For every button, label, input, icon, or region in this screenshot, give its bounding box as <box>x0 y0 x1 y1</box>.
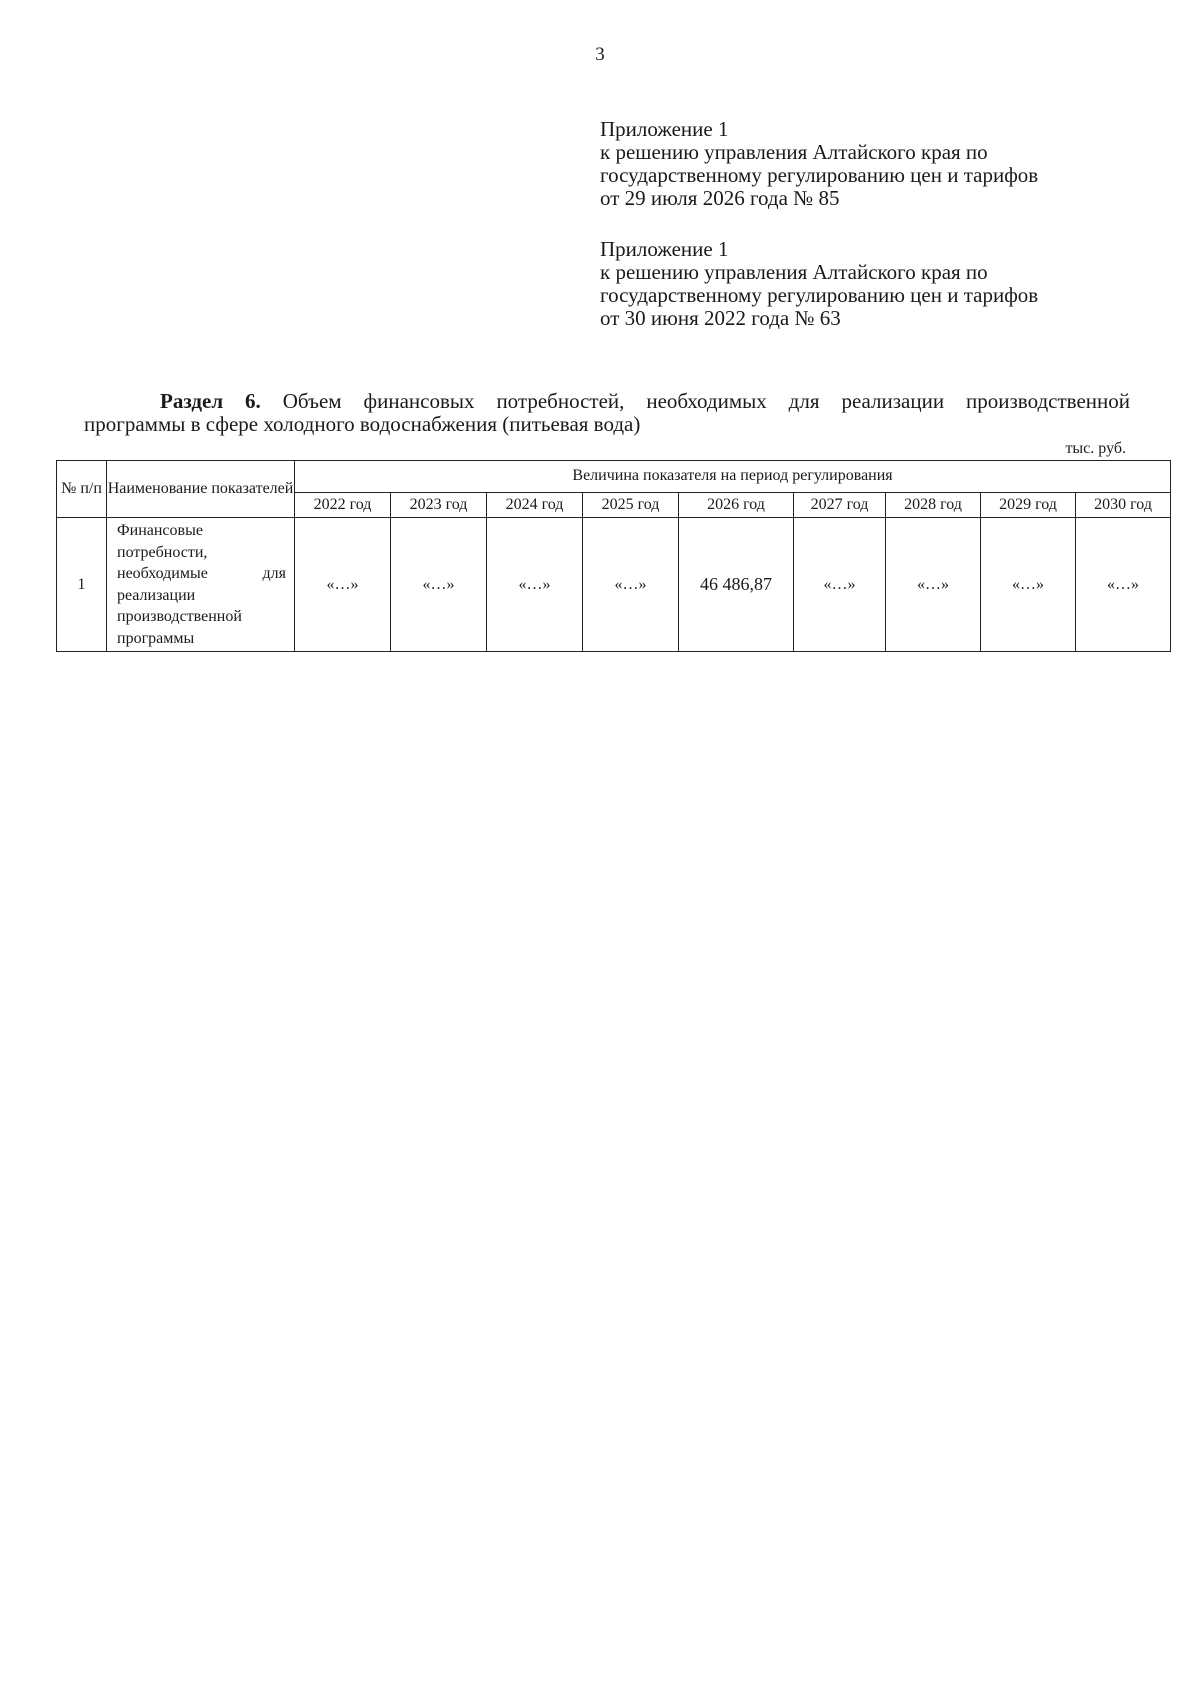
value-cell: «…» <box>487 518 583 652</box>
header-year: 2022 год <box>295 492 391 517</box>
value-cell: 46 486,87 <box>679 518 794 652</box>
header-year: 2030 год <box>1076 492 1171 517</box>
indicator-name-line: необходимые для <box>117 565 286 582</box>
appendix-header-original <box>600 238 1120 330</box>
header-number: № п/п <box>57 461 107 518</box>
header-year: 2025 год <box>583 492 679 517</box>
section-title-part-1: Объем финансовых потребностей, необходимых для реализации производственной <box>282 389 1130 413</box>
indicator-name-line: программы <box>117 629 195 647</box>
financial-needs-table <box>56 460 1171 652</box>
header-year: 2026 год <box>679 492 794 517</box>
table-row <box>57 518 1171 652</box>
value-cell: «…» <box>295 518 391 652</box>
row-indicator-name <box>107 518 295 652</box>
header-year: 2023 год <box>391 492 487 517</box>
header-name: Наименование показателей <box>107 461 295 518</box>
appendix-line: государственному регулированию цен и тарифов <box>600 163 1039 187</box>
header-year: 2027 год <box>794 492 886 517</box>
value-cell: «…» <box>794 518 886 652</box>
section-title-part-2: программы в сфере холодного водоснабжения (питьевая вода) <box>84 412 641 436</box>
appendix-line: к решению управления Алтайского края по <box>600 140 988 164</box>
units-label: тыс. руб. <box>1065 440 1126 457</box>
indicator-name-line: реализации <box>117 586 196 604</box>
section-heading <box>84 390 1130 436</box>
header-year: 2029 год <box>981 492 1076 517</box>
value-cell: «…» <box>1076 518 1171 652</box>
value-cell: «…» <box>981 518 1076 652</box>
header-year: 2024 год <box>487 492 583 517</box>
appendix-title: Приложение 1 <box>600 117 729 141</box>
row-number: 1 <box>57 518 107 652</box>
value-cell: «…» <box>583 518 679 652</box>
appendix-line: от 29 июля 2026 года № 85 <box>600 186 840 210</box>
appendix-title: Приложение 1 <box>600 237 729 261</box>
section-label: Раздел 6. <box>160 389 261 413</box>
appendix-line: от 30 июня 2022 года № 63 <box>600 306 841 330</box>
page-number: 3 <box>595 44 605 65</box>
header-period-group: Величина показателя на период регулирования <box>295 461 1171 493</box>
appendix-header-current <box>600 118 1120 210</box>
indicator-name-line: Финансовые <box>117 522 203 539</box>
header-year: 2028 год <box>886 492 981 517</box>
appendix-line: государственному регулированию цен и тарифов <box>600 283 1039 307</box>
section-heading-line-1 <box>84 390 1130 413</box>
appendix-line: к решению управления Алтайского края по <box>600 260 988 284</box>
indicator-name-line: потребности, <box>117 543 208 561</box>
indicator-name-line: производственной <box>117 608 242 625</box>
value-cell: «…» <box>886 518 981 652</box>
value-cell: «…» <box>391 518 487 652</box>
